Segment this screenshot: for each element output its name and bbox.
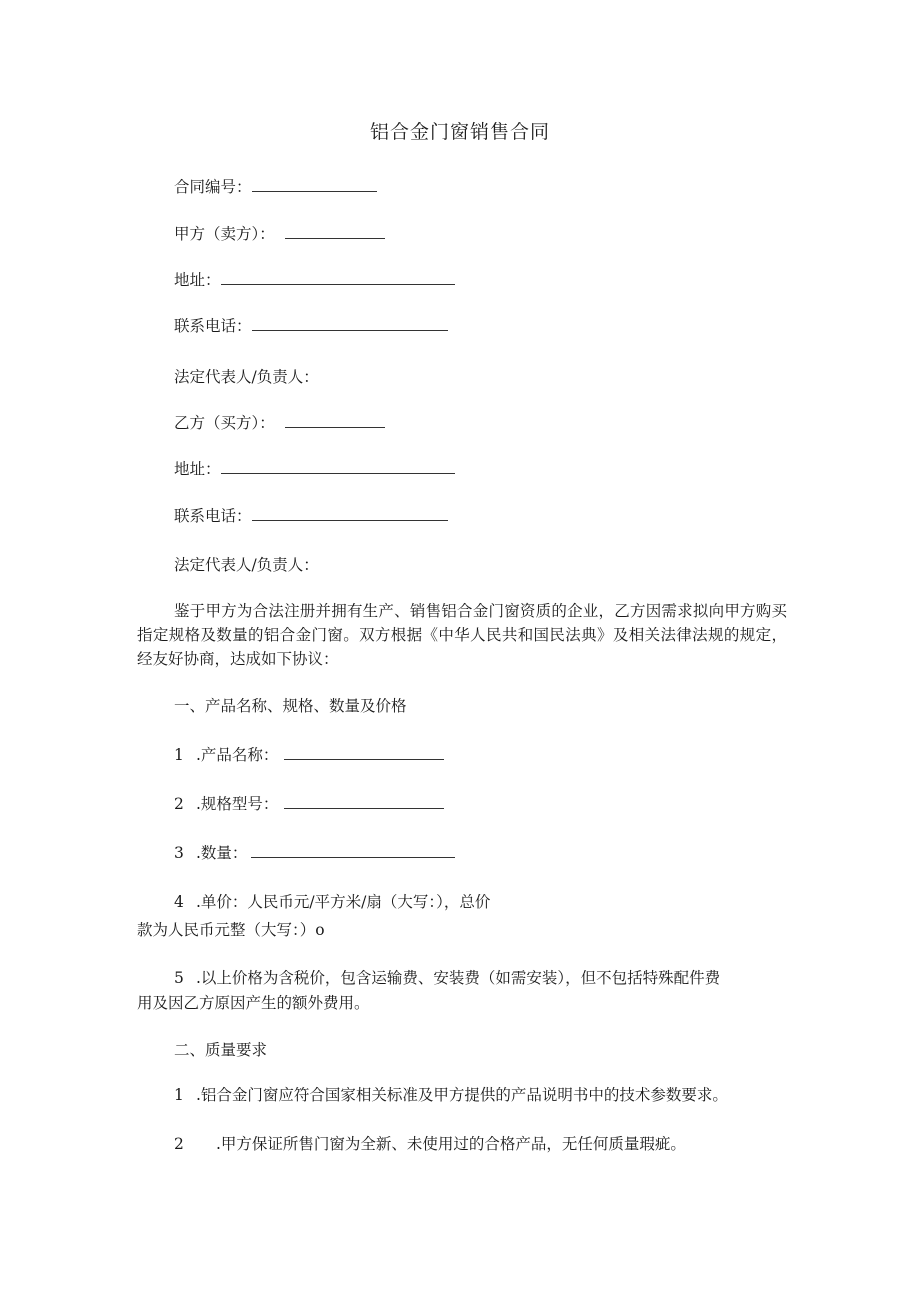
item-number: 5: [174, 969, 184, 987]
party-a-line: [174, 224, 385, 244]
party-a-address-line: [174, 270, 455, 290]
party-b-rep-line: 法定代表人/负责人：: [174, 556, 319, 574]
contract-number-label: 合同编号：: [174, 178, 252, 196]
party-a-phone-field[interactable]: [252, 316, 448, 331]
spec-model-label: .规格型号：: [196, 795, 279, 813]
spec-model-field[interactable]: [284, 794, 444, 809]
quantity-line: [174, 843, 455, 863]
party-a-rep-line: 法定代表人/负责人：: [174, 368, 319, 386]
party-b-address-line: [174, 459, 455, 479]
product-name-line: [174, 745, 444, 765]
unit-price-text: .单价：人民币元/平方米/扇（大写：），总价: [196, 893, 491, 911]
item-number: 2: [174, 1135, 184, 1153]
party-a-address-field[interactable]: [221, 270, 455, 285]
contract-number-field[interactable]: [252, 177, 377, 192]
price-note-text: .以上价格为含税价，包含运输费、安装费（如需安装），但不包括特殊配件费: [196, 969, 721, 987]
preamble-paragraph: 鉴于甲方为合法注册并拥有生产、销售铝合金门窗资质的企业，乙方因需求拟向甲方购买指定规格及数量的铝合金门窗。双方根据《中华人民共和国民法典》及相关法律法规的规定，经友好协商，达成如下协议：: [137, 602, 787, 668]
party-b-phone-label: 联系电话：: [174, 507, 252, 525]
section2-heading: 二、质量要求: [174, 1041, 268, 1059]
party-b-line: [174, 413, 385, 433]
party-b-address-field[interactable]: [221, 459, 455, 474]
contract-number-line: [174, 177, 377, 197]
party-b-field[interactable]: [285, 413, 385, 428]
party-a-field[interactable]: [285, 224, 385, 239]
price-note-line: [174, 968, 720, 988]
unit-price-line: [174, 892, 490, 912]
party-b-label: 乙方（买方）：: [174, 414, 275, 432]
spec-model-line: [174, 794, 444, 814]
product-name-field[interactable]: [284, 745, 444, 760]
section1-heading: 一、产品名称、规格、数量及价格: [174, 697, 407, 715]
quality-item2-line: [174, 1134, 686, 1154]
item-number: 3: [174, 844, 184, 862]
item-number: 1: [174, 1086, 184, 1104]
party-a-label: 甲方（卖方）：: [174, 225, 275, 243]
document-title: 铝合金门窗销售合同: [369, 121, 550, 143]
product-name-label: .产品名称：: [196, 746, 279, 764]
price-note-line2: 用及因乙方原因产生的额外费用。: [137, 994, 370, 1012]
quality-item2-text: .甲方保证所售门窗为全新、未使用过的合格产品，无任何质量瑕疵。: [216, 1135, 686, 1153]
item-number: 2: [174, 795, 184, 813]
item-number: 1: [174, 746, 184, 764]
quality-item1-text: .铝合金门窗应符合国家相关标准及甲方提供的产品说明书中的技术参数要求。: [196, 1086, 728, 1104]
party-b-phone-field[interactable]: [252, 506, 448, 521]
total-price-line: 款为人民币元整（大写：）o: [137, 921, 325, 939]
party-a-phone-line: [174, 316, 448, 336]
party-b-address-label: 地址：: [174, 460, 221, 478]
quantity-field[interactable]: [251, 843, 455, 858]
party-a-address-label: 地址：: [174, 271, 221, 289]
party-a-phone-label: 联系电话：: [174, 317, 252, 335]
item-number: 4: [174, 893, 184, 911]
party-b-phone-line: [174, 506, 448, 526]
quality-item1-line: [174, 1085, 728, 1105]
quantity-label: .数量：: [196, 844, 248, 862]
